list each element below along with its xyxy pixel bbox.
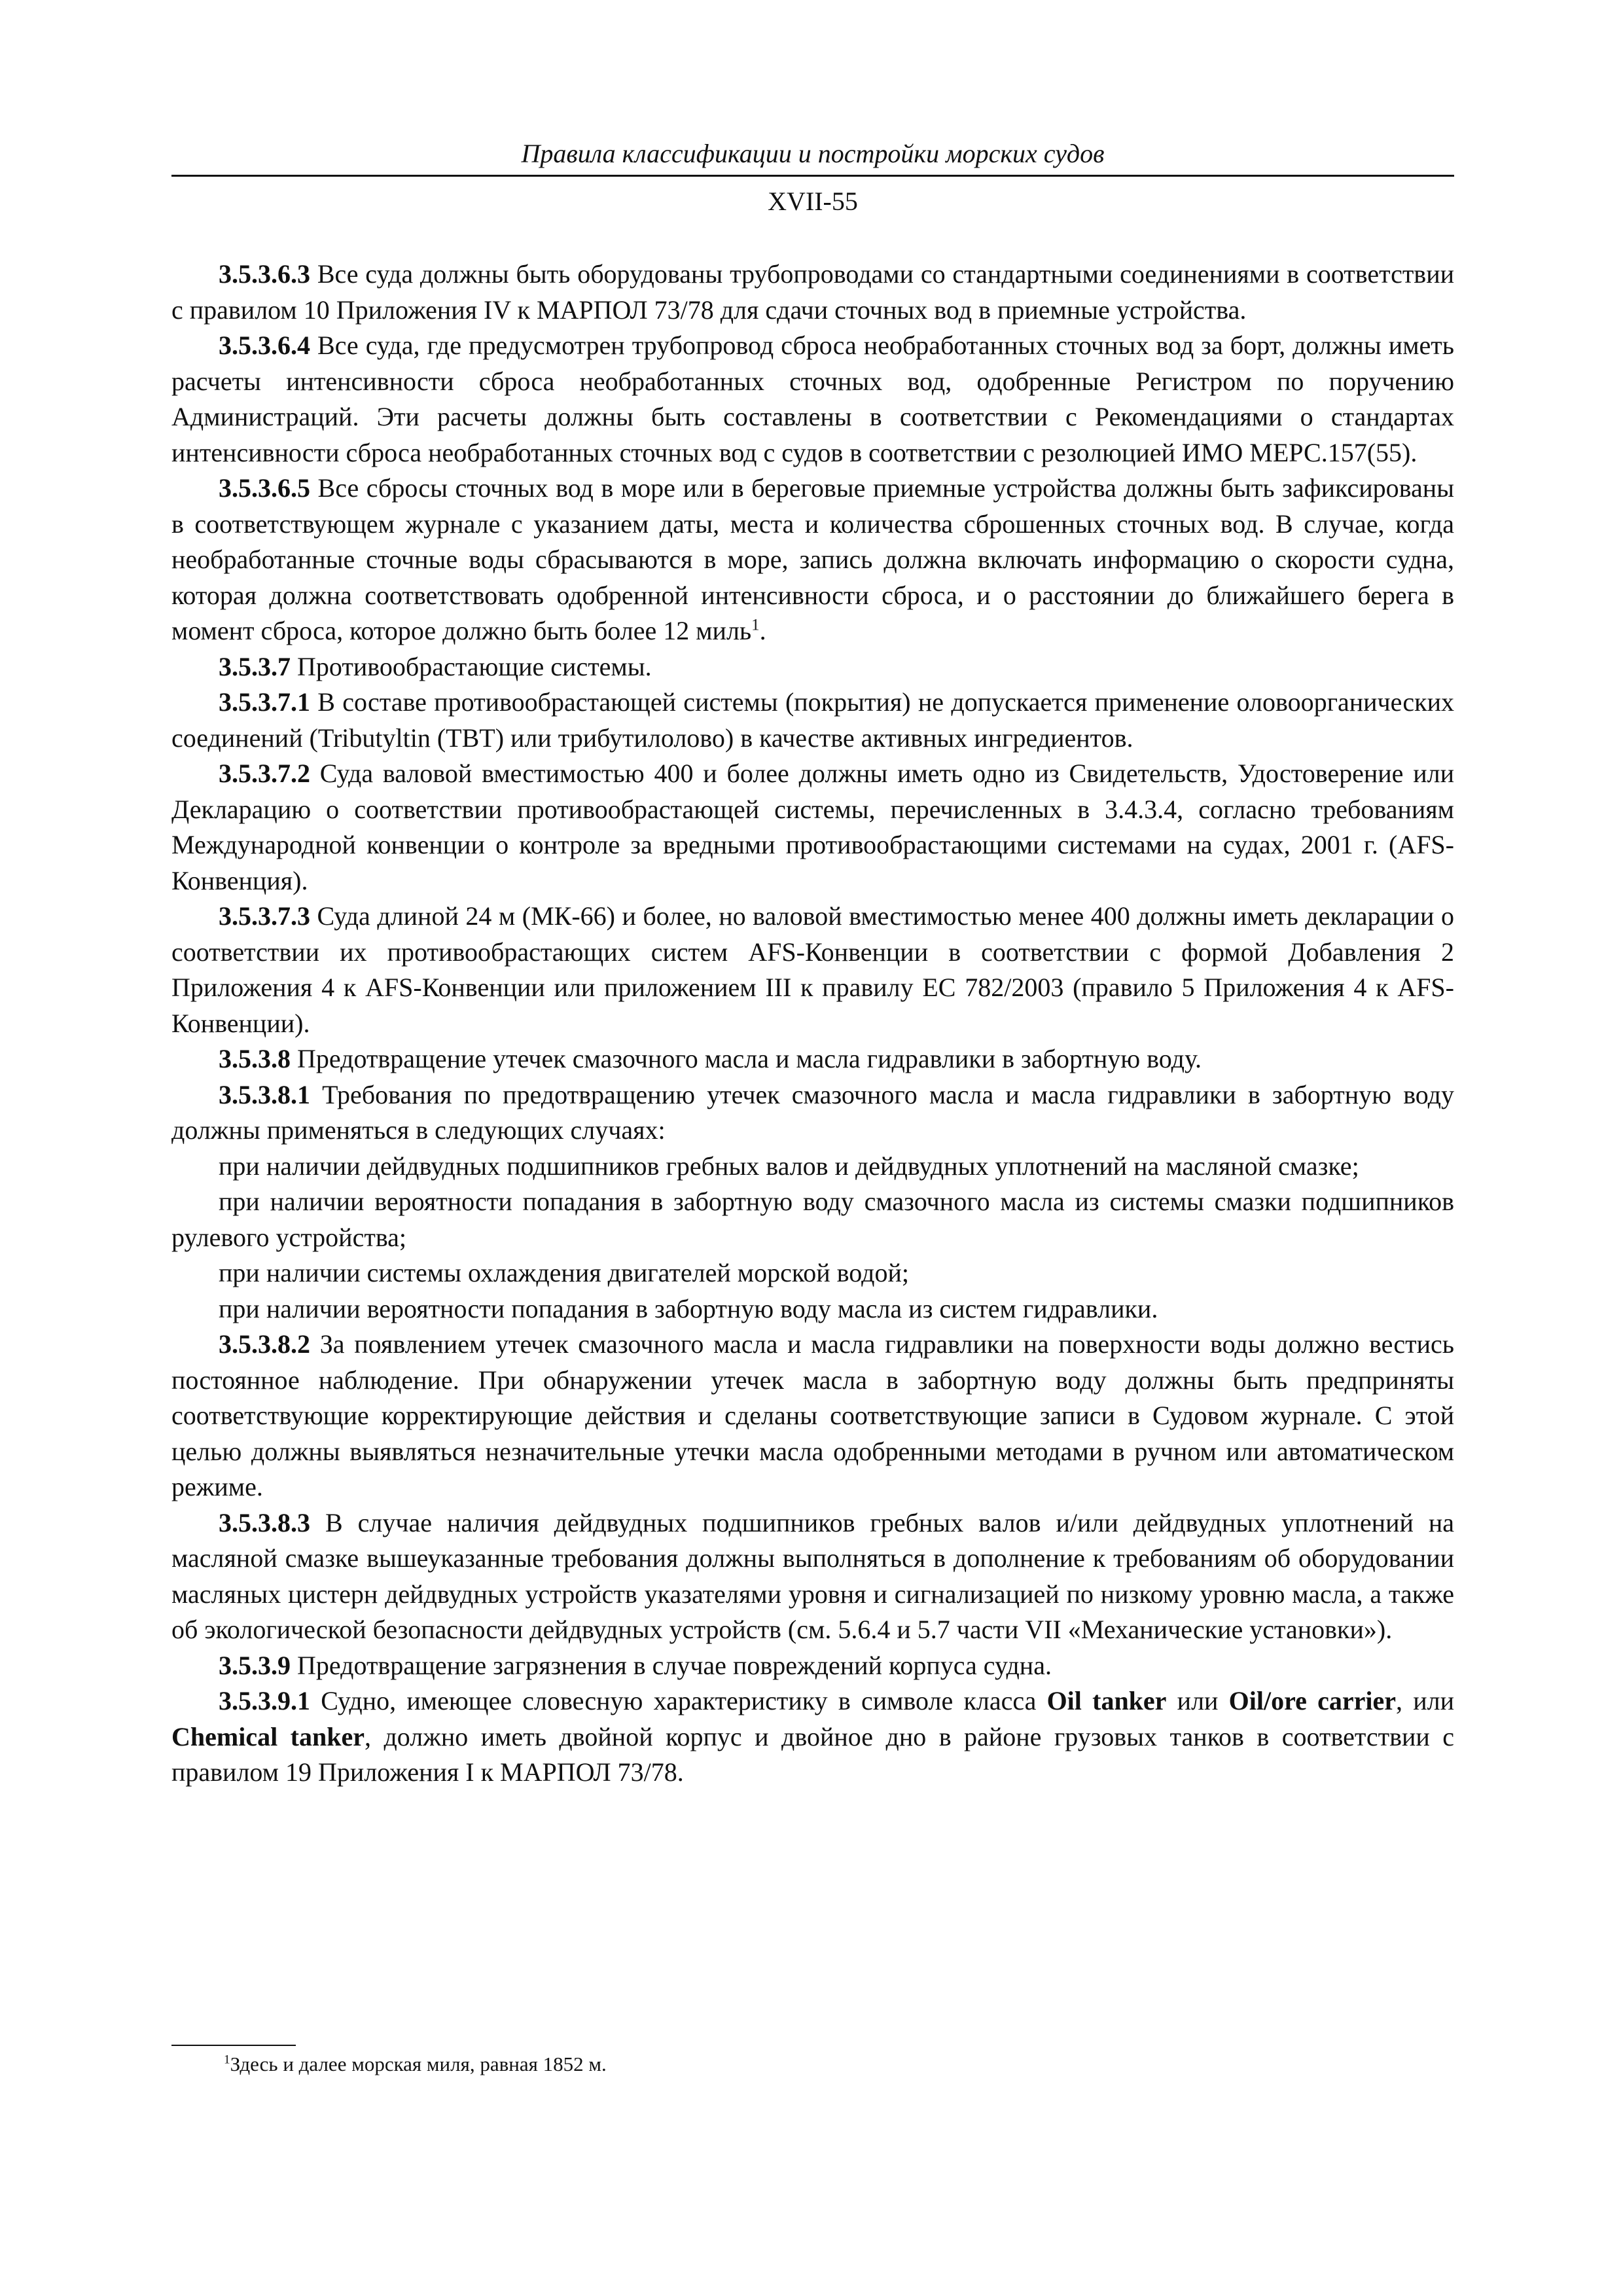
list-item-text: при наличии вероятности попадания в забортную воду смазочного масла из системы смазки подшипников рулевого устройства;: [171, 1187, 1454, 1252]
clause-number: 3.5.3.7.2: [219, 759, 310, 788]
footnote: [224, 2051, 1454, 2077]
running-header-title: Правила классификации и постройки морских судов: [521, 139, 1105, 168]
paragraph-3-5-3-9: [171, 1648, 1454, 1684]
clause-number: 3.5.3.9: [219, 1650, 291, 1680]
clause-text: Все сбросы сточных вод в море или в береговые приемные устройства должны быть зафиксированы в соответствующем журнале с указанием даты, места и количества сброшенных сточных вод. В случае, когда необработанные сточные воды сбрасываются в море, запись должна включать информацию о скорости судна, которая должна соответствовать одобренной интенсивности сброса, и о расстоянии до ближайшего берега в момент сброса, которое должно быть более 12 миль: [171, 473, 1454, 645]
clause-text: Предотвращение загрязнения в случае повреждений корпуса судна.: [291, 1650, 1052, 1680]
clause-text-tail: .: [759, 616, 766, 645]
footnote-reference: 1: [751, 616, 760, 634]
list-item-steering-gear: [171, 1184, 1454, 1255]
clause-number: 3.5.3.8.1: [219, 1079, 310, 1109]
clause-number: 3.5.3.8.2: [219, 1329, 310, 1359]
list-item-text: при наличии вероятности попадания в забортную воду масла из систем гидравлики.: [219, 1293, 1158, 1323]
class-notation-chemical-tanker: Chemical tanker: [171, 1721, 365, 1751]
header-divider: [171, 175, 1454, 177]
list-item-hydraulics: [171, 1291, 1454, 1327]
paragraph-3-5-3-7-1: [171, 685, 1454, 756]
paragraph-3-5-3-7-3: [171, 899, 1454, 1041]
clause-number: 3.5.3.9.1: [219, 1686, 310, 1715]
paragraph-3-5-3-7: [171, 649, 1454, 685]
clause-number: 3.5.3.7.1: [219, 687, 310, 717]
list-item-stern-tube-bearings: [171, 1149, 1454, 1185]
clause-number: 3.5.3.7.3: [219, 901, 310, 931]
clause-text: Суда валовой вместимостью 400 и более должны иметь одно из Свидетельств, Удостоверение или Декларацию о соответствии противообрастающей системы, перечисленных в 3.4.3.4, согласно требованиям Международной конвенции о контроле за вредными противообрастающими системами на судах, 2001 г. (AFS-Конвенция).: [171, 759, 1454, 895]
clause-text: Предотвращение утечек смазочного масла и масла гидравлики в забортную воду.: [291, 1044, 1202, 1073]
list-item-text: при наличии дейдвудных подшипников гребных валов и дейдвудных уплотнений на масляной смазке;: [219, 1151, 1359, 1181]
page-number: XVII-55: [768, 187, 858, 216]
clause-text: Суда длиной 24 м (МК-66) и более, но валовой вместимостью менее 400 должны иметь декларации о соответствии их противообрастающих систем AFS-Конвенции в соответствии с формой Добавления 2 Приложения 4 к AFS-Конвенции или приложением III к правилу ЕС 782/2003 (правило 5 Приложения 4 к AFS-Конвенции).: [171, 901, 1454, 1038]
footnote-divider: [171, 2045, 296, 2046]
paragraph-3-5-3-8-2: [171, 1327, 1454, 1505]
clause-number: 3.5.3.8: [219, 1044, 291, 1073]
paragraph-3-5-3-8-3: [171, 1505, 1454, 1648]
clause-text: Все суда должны быть оборудованы трубопроводами со стандартными соединениями в соответствии с правилом 10 Приложения IV к МАРПОЛ 73/78 для сдачи сточных вод в приемные устройства.: [171, 259, 1454, 325]
clause-text: Судно, имеющее словесную характеристику в символе класса: [310, 1686, 1047, 1715]
clause-text: , должно иметь двойной корпус и двойное дно в районе грузовых танков в соответствии с правилом 19 Приложения I к МАРПОЛ 73/78.: [171, 1721, 1454, 1787]
clause-text: В случае наличия дейдвудных подшипников гребных валов и/или дейдвудных уплотнений на масляной смазке вышеуказанные требования должны выполняться в дополнение к требованиям об оборудовании масляных цистерн дейдвудных устройств указателями уровня и сигнализацией по низкому уровню масла, а также об экологической безопасности дейдвудных устройств (см. 5.6.4 и 5.7 части VII «Механические установки»).: [171, 1507, 1454, 1644]
clause-number: 3.5.3.6.4: [219, 331, 310, 360]
body-text: [171, 257, 1454, 1791]
clause-text: В составе противообрастающей системы (покрытия) не допускается применение оловоорганических соединений (Tributyltin (TBT) или трибутилолово) в качестве активных ингредиентов.: [171, 687, 1454, 753]
paragraph-3-5-3-6-5: [171, 471, 1454, 649]
paragraph-3-5-3-7-2: [171, 756, 1454, 899]
clause-number: 3.5.3.7: [219, 651, 291, 681]
list-item-sea-water-cooling: [171, 1255, 1454, 1291]
clause-number: 3.5.3.8.3: [219, 1507, 310, 1537]
list-item-text: при наличии системы охлаждения двигателей морской водой;: [219, 1258, 909, 1287]
footnote-marker: 1: [224, 2053, 230, 2067]
footnote-text: Здесь и далее морская миля, равная 1852 м.: [230, 2053, 607, 2075]
clause-text: или: [1166, 1686, 1229, 1715]
paragraph-3-5-3-8-1: [171, 1077, 1454, 1149]
paragraph-3-5-3-9-1: [171, 1683, 1454, 1791]
class-notation-oil-ore-carrier: Oil/ore carrier: [1228, 1686, 1397, 1715]
clause-text: Все суда, где предусмотрен трубопровод сброса необработанных сточных вод за борт, должны иметь расчеты интенсивности сброса необработанных сточных вод, одобренные Регистром по поручению Администраций. Эти расчеты должны быть составлены в соответствии с Рекомендациями о стандартах интенсивности сброса необработанных сточных вод с судов в соответствии с резолюцией ИМО МЕРС.157(55).: [171, 331, 1454, 467]
clause-text: Требования по предотвращению утечек смазочного масла и масла гидравлики в забортную воду должны применяться в следующих случаях:: [171, 1079, 1454, 1145]
paragraph-3-5-3-6-4: [171, 328, 1454, 471]
clause-text: , или: [1396, 1686, 1455, 1715]
clause-number: 3.5.3.6.3: [219, 259, 310, 289]
paragraph-3-5-3-8: [171, 1041, 1454, 1077]
clause-text: Противообрастающие системы.: [291, 651, 652, 681]
clause-text: За появлением утечек смазочного масла и масла гидравлики на поверхности воды должно вестись постоянное наблюдение. При обнаружении утечек масла в забортную воду должны быть предприняты соответствующие корректирующие действия и сделаны соответствующие записи в Судовом журнале. С этой целью должны выявляться незначительные утечки масла одобренными методами в ручном или автоматическом режиме.: [171, 1329, 1454, 1501]
paragraph-3-5-3-6-3: [171, 257, 1454, 328]
class-notation-oil-tanker: Oil tanker: [1046, 1686, 1167, 1715]
clause-number: 3.5.3.6.5: [219, 473, 310, 503]
